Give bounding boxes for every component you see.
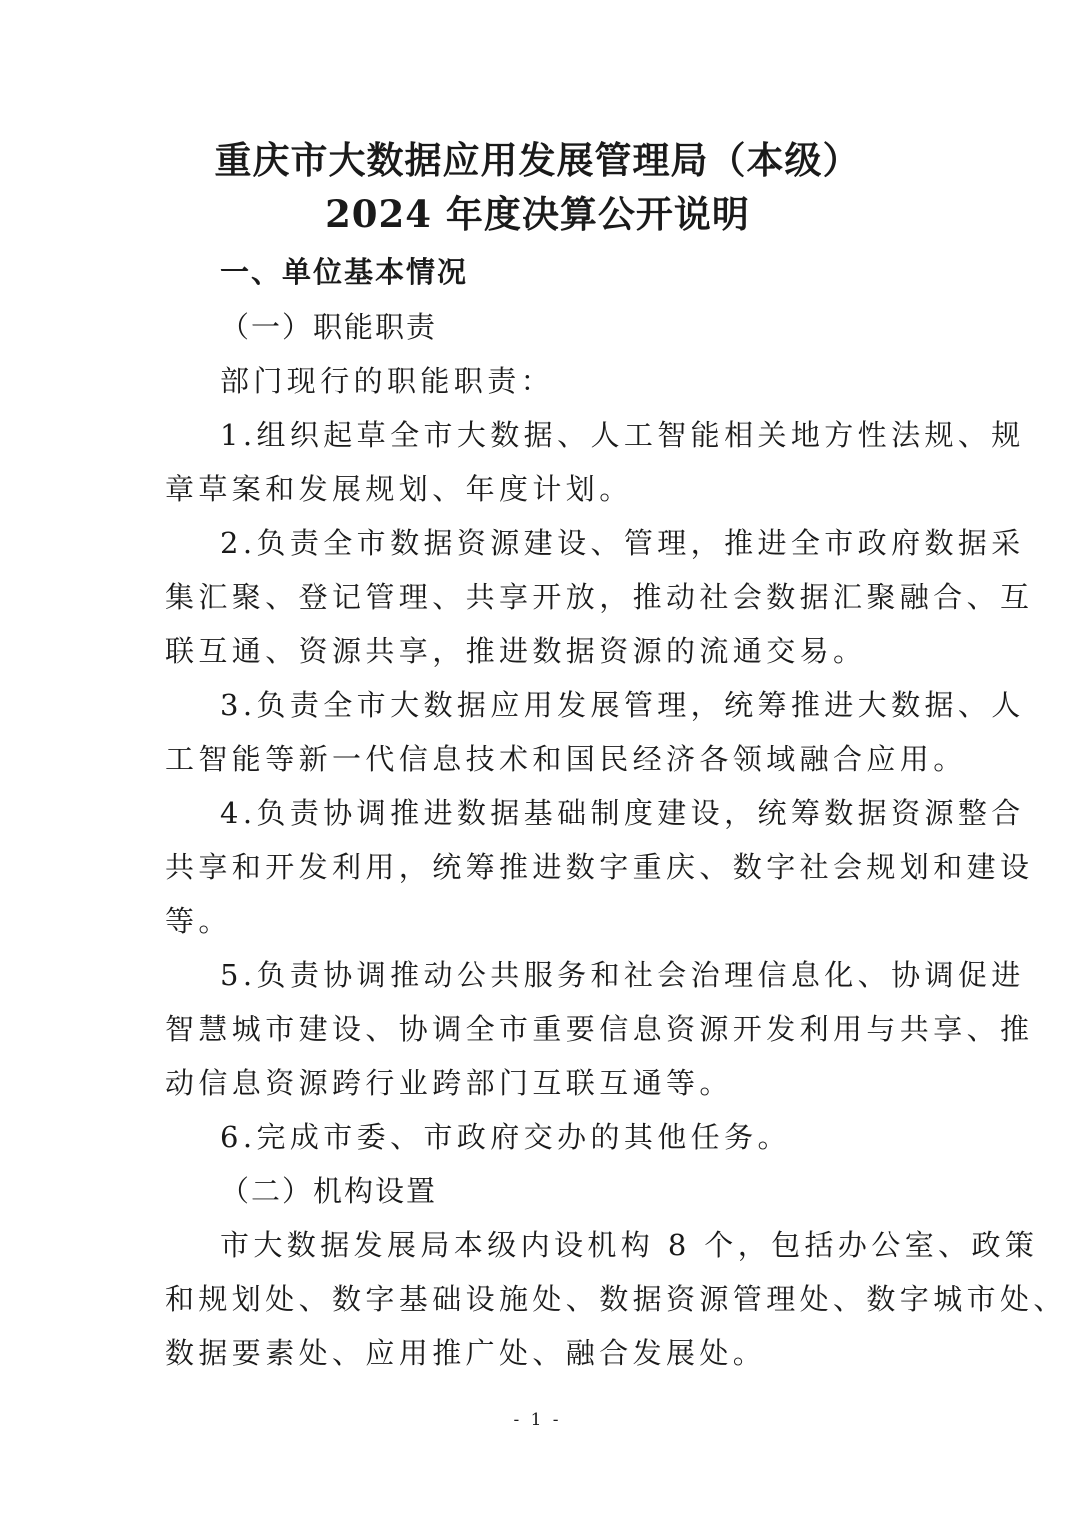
subsection-heading-duties: （一）职能职责 bbox=[220, 310, 438, 344]
org-paragraph-line-1: 市大数据发展局本级内设机构 8 个，包括办公室、政策 bbox=[220, 1228, 1039, 1262]
section-heading-basic-info: 一、单位基本情况 bbox=[220, 255, 469, 289]
duty-1-line-2: 章草案和发展规划、年度计划。 bbox=[165, 472, 633, 506]
subsection-heading-organization: （二）机构设置 bbox=[220, 1174, 438, 1208]
duty-5-line-2: 智慧城市建设、协调全市重要信息资源开发利用与共享、推 bbox=[165, 1012, 1034, 1046]
duty-2-line-3: 联互通、资源共享，推进数据资源的流通交易。 bbox=[165, 634, 867, 668]
duty-5-line-1: 5.负责协调推动公共服务和社会治理信息化、协调促进 bbox=[220, 958, 1025, 992]
duty-1-line-1: 1.组织起草全市大数据、人工智能相关地方性法规、规 bbox=[220, 418, 1025, 452]
duty-2-line-2: 集汇聚、登记管理、共享开放，推动社会数据汇聚融合、互 bbox=[165, 580, 1034, 614]
duty-2-line-1: 2.负责全市数据资源建设、管理，推进全市政府数据采 bbox=[220, 526, 1025, 560]
duty-4-line-3: 等。 bbox=[165, 904, 232, 938]
org-paragraph-line-3: 数据要素处、应用推广处、融合发展处。 bbox=[165, 1336, 767, 1370]
duty-3-line-2: 工智能等新一代信息技术和国民经济各领域融合应用。 bbox=[165, 742, 967, 776]
duty-6-line-1: 6.完成市委、市政府交办的其他任务。 bbox=[220, 1120, 791, 1154]
duties-intro: 部门现行的职能职责： bbox=[220, 364, 555, 398]
duty-5-line-3: 动信息资源跨行业跨部门互联互通等。 bbox=[165, 1066, 733, 1100]
page-number: - 1 - bbox=[513, 1410, 562, 1430]
duty-4-line-2: 共享和开发利用，统筹推进数字重庆、数字社会规划和建设 bbox=[165, 850, 1034, 884]
document-title-line1: 重庆市大数据应用发展管理局（本级） bbox=[214, 138, 861, 182]
document-title-line2: 2024 年度决算公开说明 bbox=[325, 192, 750, 236]
duty-3-line-1: 3.负责全市大数据应用发展管理，统筹推进大数据、人 bbox=[220, 688, 1025, 722]
org-paragraph-line-2: 和规划处、数字基础设施处、数据资源管理处、数字城市处、 bbox=[165, 1282, 1067, 1316]
duty-4-line-1: 4.负责协调推进数据基础制度建设，统筹数据资源整合 bbox=[220, 796, 1025, 830]
